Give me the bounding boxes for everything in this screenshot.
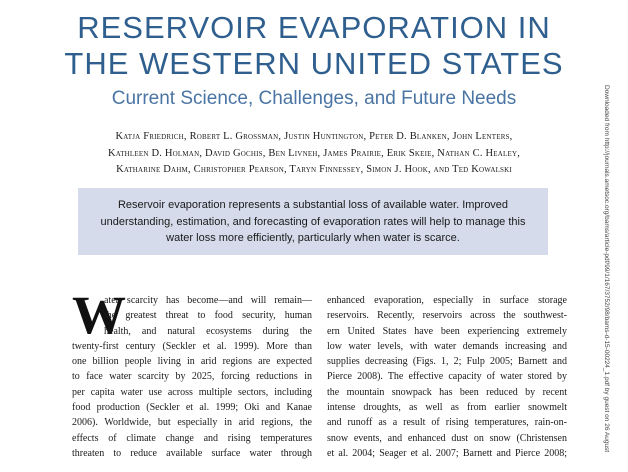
body-line: ern United States have been experiencing extremely (327, 325, 567, 337)
body-line: effects of climate change and rising temperatures (72, 432, 312, 444)
body-line: Pierce 2008). The effective capacity of water stored by (327, 371, 567, 383)
body-line: intense droughts, as well as from earlier snowmelt (327, 402, 567, 414)
body-line: per capita water use across multiple sectors, including (72, 386, 312, 398)
author-line-1: Katja Friedrich, Robert L. Grossman, Justin Huntington, Peter D. Blanken, John Lenters, (115, 131, 513, 142)
body-line: health, and natural ecosystems during the (104, 325, 312, 337)
body-line: et al. 2004; Seager et al. 2007; Barnett and Pierce 2008; (327, 447, 567, 459)
download-watermark: Downloaded from http://journals.ametsoc.org/bams/article-pdf/99/1/167/3752/98/bams-d-15-00224_1.pdf by guest on 26 August (603, 85, 610, 453)
author-line-3: Katharine Dahm, Christopher Pearson, Taryn Finnessey, Simon J. Hook, and Ted Kowalski (116, 164, 512, 175)
body-line: enhanced evaporation, especially in surface storage (327, 295, 567, 306)
title-line-1: RESERVOIR EVAPORATION IN (77, 10, 551, 45)
body-line: threaten to reduce available surface water through (72, 447, 312, 459)
body-line: one billion people living in arid regions are expected (72, 356, 312, 368)
body-line: 2006). Worldwide, but especially in arid regions, the (72, 417, 312, 429)
title-line-2: THE WESTERN UNITED STATES (64, 46, 564, 81)
body-line: and runoff as a result of rising temperatures, rain-on- (327, 417, 567, 429)
body-line: reservoirs. Recently, reservoirs across the southwest- (327, 310, 567, 322)
drop-cap: W (72, 285, 126, 345)
body-line: supplies decreasing (Figs. 1, 2; Fulp 2005; Barnett and (327, 356, 567, 368)
author-line-2: Kathleen D. Holman, David Gochis, Ben Livneh, James Prairie, Erik Skeie, Nathan C. Healey, (107, 148, 521, 159)
body-line: ater scarcity has become—and will remain— (104, 295, 312, 306)
body-column-left (72, 285, 312, 461)
body-line: low water levels, with water demands increasing and (327, 340, 567, 352)
abstract-line: water loss more efficiently, particularly when water is scarce. (166, 232, 460, 244)
subtitle: Current Science, Challenges, and Future Needs (111, 88, 517, 109)
abstract-line: understanding, estimation, and forecasting of evaporation rates will help to manage this (100, 215, 526, 228)
body-line: the greatest threat to food security, human (104, 310, 312, 322)
body-line: the mountain snowpack has been reduced by recent (327, 386, 567, 398)
body-column-right (327, 293, 567, 461)
abstract-box (78, 188, 548, 255)
body-line: food production (Seckler et al. 1999; Oki and Kanae (72, 402, 312, 414)
abstract-line: Reservoir evaporation represents a substantial loss of available water. Improved (117, 199, 509, 211)
body-line: to face water scarcity by 2025, forcing reductions in (72, 371, 312, 383)
body-line: twenty-first century (Seckler et al. 1999). More than (72, 340, 312, 352)
abstract-text (98, 197, 528, 247)
body-line: snow events, and enhanced dust on snow (Christensen (327, 432, 567, 444)
